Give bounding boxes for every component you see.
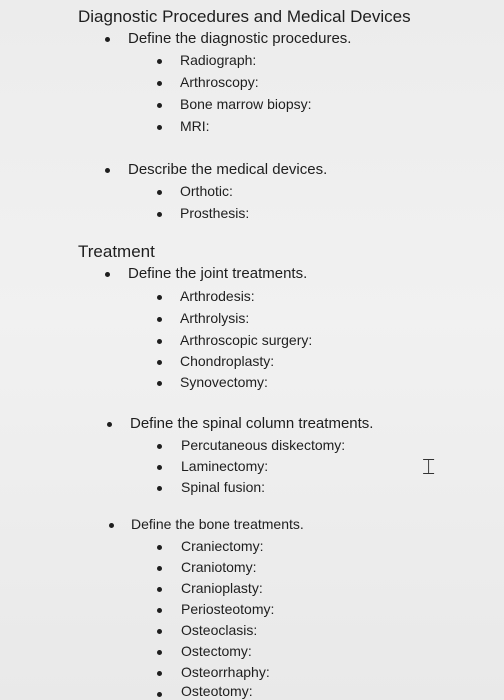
list-item: Cranioplasty: bbox=[181, 580, 263, 596]
group-label: Define the diagnostic procedures. bbox=[128, 30, 352, 47]
section-heading-treatment: Treatment bbox=[78, 242, 155, 261]
list-item: Osteotomy: bbox=[181, 683, 253, 699]
bullet-dot bbox=[105, 37, 110, 42]
list-item: Arthroscopy: bbox=[180, 74, 259, 90]
bullet-dot bbox=[157, 465, 162, 470]
list-item: Ostectomy: bbox=[181, 643, 252, 659]
bullet-dot bbox=[157, 360, 162, 365]
list-item: Craniotomy: bbox=[181, 559, 257, 575]
list-item: Periosteotomy: bbox=[181, 601, 275, 617]
bullet-dot bbox=[157, 295, 162, 300]
bullet-dot bbox=[157, 59, 162, 64]
group-label: Define the joint treatments. bbox=[128, 265, 308, 282]
list-item: Arthrolysis: bbox=[180, 310, 250, 326]
bullet-dot bbox=[157, 650, 162, 655]
list-item: Arthroscopic surgery: bbox=[180, 332, 313, 348]
bullet-dot bbox=[157, 81, 162, 86]
bullet-dot bbox=[157, 339, 162, 344]
bullet-dot bbox=[157, 212, 162, 217]
bullet-dot bbox=[157, 671, 162, 676]
bullet-dot bbox=[157, 103, 162, 108]
list-item: Osteoclasis: bbox=[181, 622, 258, 638]
list-item: MRI: bbox=[180, 118, 210, 134]
list-item: Percutaneous diskectomy: bbox=[181, 437, 346, 453]
bullet-dot bbox=[157, 190, 162, 195]
bullet-dot bbox=[157, 566, 162, 571]
bullet-dot bbox=[157, 629, 162, 634]
bullet-dot bbox=[157, 608, 162, 613]
section-heading-diagnostic: Diagnostic Procedures and Medical Devices bbox=[78, 7, 411, 26]
bullet-dot bbox=[157, 486, 162, 491]
group-label: Define the bone treatments. bbox=[131, 516, 304, 532]
bullet-dot bbox=[157, 444, 162, 449]
bullet-dot bbox=[105, 168, 110, 173]
list-item: Synovectomy: bbox=[180, 374, 268, 390]
bullet-dot bbox=[157, 125, 162, 130]
list-item: Bone marrow biopsy: bbox=[180, 96, 312, 112]
list-item: Prosthesis: bbox=[180, 205, 250, 221]
list-item: Osteorrhaphy: bbox=[181, 664, 270, 680]
list-item: Radiograph: bbox=[180, 52, 257, 68]
list-item: Spinal fusion: bbox=[181, 479, 266, 495]
bullet-dot bbox=[105, 272, 110, 277]
bullet-dot bbox=[157, 692, 162, 697]
list-item: Orthotic: bbox=[180, 183, 233, 199]
bullet-dot bbox=[109, 523, 114, 528]
bullet-dot bbox=[157, 587, 162, 592]
group-label: Define the spinal column treatments. bbox=[130, 415, 374, 432]
list-item: Craniectomy: bbox=[181, 538, 264, 554]
bullet-dot bbox=[157, 545, 162, 550]
bullet-dot bbox=[157, 381, 162, 386]
bullet-dot bbox=[157, 317, 162, 322]
bullet-dot bbox=[107, 422, 112, 427]
text-cursor-icon: ⌶ bbox=[422, 455, 436, 480]
list-item: Arthrodesis: bbox=[180, 288, 255, 304]
list-item: Laminectomy: bbox=[181, 458, 269, 474]
list-item: Chondroplasty: bbox=[180, 353, 275, 369]
group-label: Describe the medical devices. bbox=[128, 161, 328, 178]
